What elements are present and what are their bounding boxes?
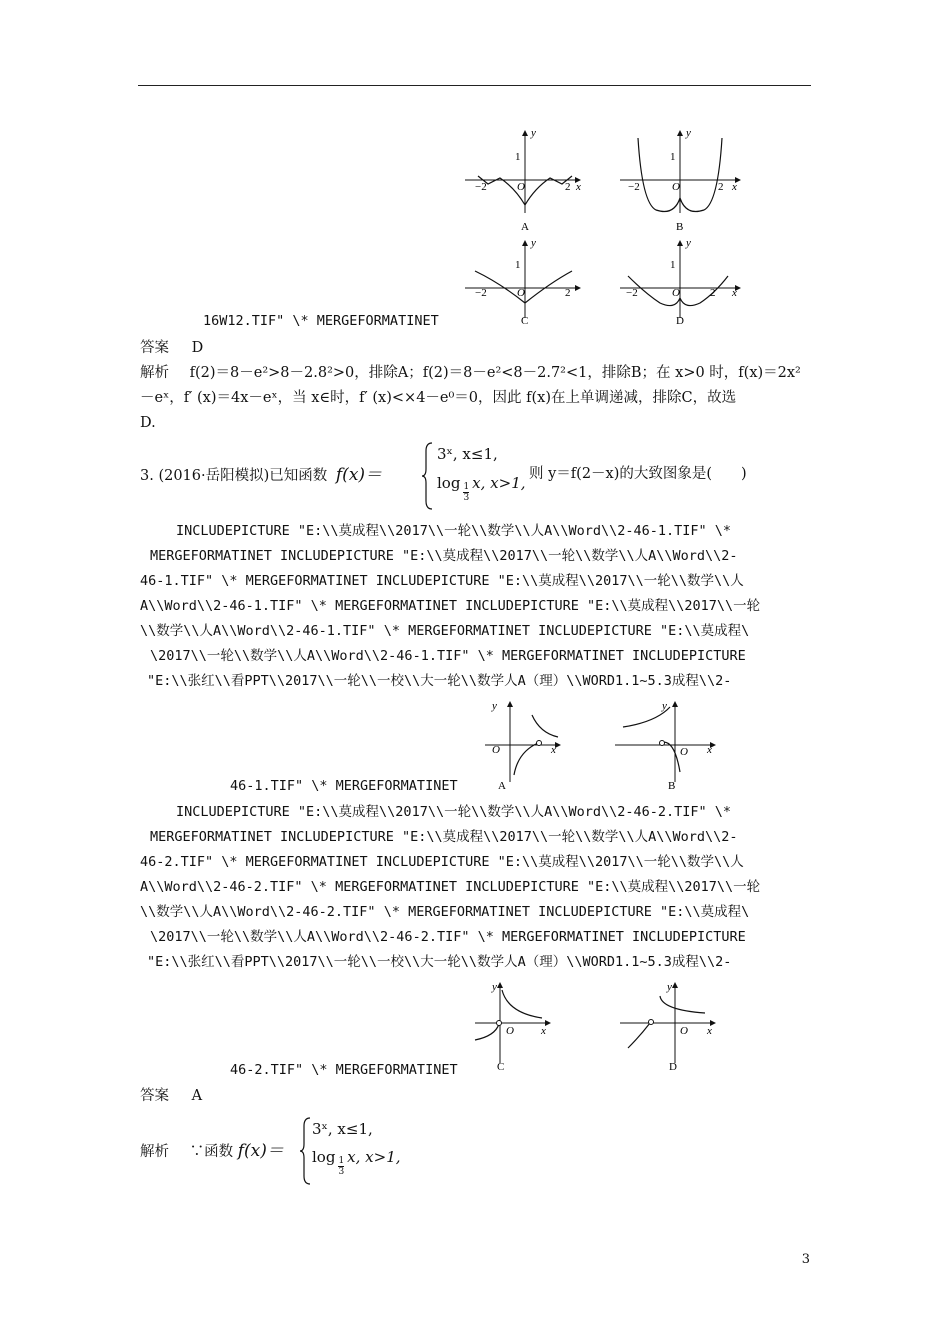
include1-line-7: "E:\\张红\\看PPT\\2017\\一轮\\一校\\大一轮\\数学人A（理）\\WORD1.1~5.3成程\\2-: [147, 673, 732, 689]
q3-explain-brace: [300, 1116, 312, 1186]
panel2-b: [615, 700, 715, 792]
q3-log-base-den: 3: [463, 493, 470, 503]
panel2-c-origin: O: [506, 1025, 514, 1037]
include2-tail: 46-2.TIF" \* MERGEFORMATINET: [230, 1062, 458, 1078]
panel-a-origin: O: [517, 181, 525, 193]
panel2-b-y: y: [662, 700, 667, 712]
q2-explain-text-1: f(2)＝8－e²>8－2.8²>0，排除A；f(2)＝8－e²<8－2.7²<1，排除B；在 x>0 时，f(x)＝2x²: [189, 365, 801, 381]
panel-b-ytick: 1: [670, 151, 676, 163]
include1-line-2: MERGEFORMATINET INCLUDEPICTURE "E:\\莫成程\\2017\\一轮\\数学\\人A\\Word\\2-: [150, 548, 738, 564]
q2-answer: [140, 341, 203, 356]
q3-explain-intro: ∵函数: [189, 1144, 234, 1160]
q3-explain-case2: [312, 1148, 401, 1177]
q3-explain-label: 解析: [140, 1144, 169, 1160]
panel-c: [465, 237, 580, 327]
include2-line-6: \2017\\一轮\\数学\\人A\\Word\\2-46-2.TIF" \* MERGEFORMATINET INCLUDEPICTURE: [150, 929, 746, 945]
q3-answer: [140, 1089, 202, 1104]
panel-a-label: A: [521, 221, 529, 233]
panel2-d-y: y: [667, 981, 672, 993]
panel-b-xneg: −2: [628, 181, 640, 193]
panel-b-origin: O: [672, 181, 680, 193]
q3-explain-log-base-den: 3: [338, 1167, 345, 1177]
include2-line-7: "E:\\张红\\看PPT\\2017\\一轮\\一校\\大一轮\\数学人A（理）\\WORD1.1~5.3成程\\2-: [147, 954, 732, 970]
panel-b-label: B: [676, 221, 684, 233]
panel2-c: [475, 981, 550, 1073]
panel-d-label: D: [676, 315, 684, 327]
panel2-a-origin: O: [492, 744, 500, 756]
panel2-c-label: C: [497, 1061, 505, 1073]
include2-line-3: 46-2.TIF" \* MERGEFORMATINET INCLUDEPICTURE "E:\\莫成程\\2017\\一轮\\数学\\人: [140, 854, 744, 870]
panel-b-y: y: [686, 128, 691, 139]
q2-answer-label: 答案: [140, 340, 169, 356]
q3-explain-log-base: [338, 1156, 344, 1177]
panel-a-ytick: 1: [515, 151, 521, 163]
panel2-d-x: x: [707, 1025, 712, 1037]
include2-line-1: INCLUDEPICTURE "E:\\莫成程\\2017\\一轮\\数学\\人A\\Word\\2-46-2.TIF" \*: [176, 804, 732, 820]
panel2-b-label: B: [668, 780, 676, 792]
figure-2cd-svg: [470, 978, 730, 1078]
q3-explain-log-base-num: 1: [338, 1156, 345, 1166]
q3-explain-fx: f(x)＝: [237, 1141, 284, 1161]
figure-1: [460, 128, 760, 332]
panel-d-origin: O: [672, 287, 680, 299]
q2-explain-1: [140, 366, 801, 381]
panel-c-xpos: 2: [565, 287, 571, 299]
panel-c-ytick: 1: [515, 259, 521, 271]
panel-d-y: y: [686, 237, 691, 249]
include1-line-6: \2017\\一轮\\数学\\人A\\Word\\2-46-1.TIF" \* MERGEFORMATINET INCLUDEPICTURE: [150, 648, 746, 664]
q3-explain-log: log: [312, 1148, 336, 1166]
figure-1-caption: 16W12.TIF" \* MERGEFORMATINET: [203, 313, 439, 329]
q3-explain-case1: 3ˣ, x≤1,: [312, 1120, 373, 1138]
include1-line-3: 46-1.TIF" \* MERGEFORMATINET INCLUDEPICTURE "E:\\莫成程\\2017\\一轮\\数学\\人: [140, 573, 744, 589]
include2-line-4: A\\Word\\2-46-2.TIF" \* MERGEFORMATINET INCLUDEPICTURE "E:\\莫成程\\2017\\一轮: [140, 879, 761, 895]
panel-a-y: y: [531, 128, 536, 139]
panel2-d-label: D: [669, 1061, 677, 1073]
q3-log-base-num: 1: [463, 482, 470, 492]
include1-line-1: INCLUDEPICTURE "E:\\莫成程\\2017\\一轮\\数学\\人A\\Word\\2-46-1.TIF" \*: [176, 523, 732, 539]
panel-a-x: x: [576, 181, 581, 193]
panel2-c-y: y: [492, 981, 497, 993]
panel-a-xneg: −2: [475, 181, 487, 193]
panel2-d-origin: O: [680, 1025, 688, 1037]
panel-b-xpos: 2: [718, 181, 724, 193]
q3-brace: [422, 441, 434, 511]
panel-d-x: x: [732, 287, 737, 299]
q3-tail: 则 y＝f(2－x)的大致图象是( ): [529, 466, 747, 482]
figure-1-svg: [460, 128, 760, 328]
page-number: 3: [801, 1252, 810, 1267]
panel-d-xneg: −2: [626, 287, 638, 299]
q3-log-base: [463, 482, 469, 503]
panel2-b-origin: O: [680, 746, 688, 758]
q2-answer-value: D: [191, 340, 204, 356]
panel-b-x: x: [732, 181, 737, 193]
q3-answer-label: 答案: [140, 1088, 169, 1104]
figure-2ab: [480, 697, 730, 801]
panel-d-ytick: 1: [670, 259, 676, 271]
q3-explain: [140, 1143, 284, 1160]
q3-log: log: [437, 474, 461, 492]
q3-case1: 3ˣ, x≤1,: [437, 445, 498, 463]
panel-c-xneg: −2: [475, 287, 487, 299]
q2-explain-3: D.: [140, 415, 156, 431]
q3-number: 3.: [140, 468, 154, 484]
q2-explain-label: 解析: [140, 365, 169, 381]
panel-a-xpos: 2: [565, 181, 571, 193]
include2-line-5: \\数学\\人A\\Word\\2-46-2.TIF" \* MERGEFORMATINET INCLUDEPICTURE "E:\\莫成程\: [140, 904, 750, 920]
q3-case2: [437, 474, 526, 503]
figure-2ab-svg: [480, 697, 730, 797]
panel2-c-x: x: [541, 1025, 546, 1037]
include1-tail: 46-1.TIF" \* MERGEFORMATINET: [230, 778, 458, 794]
panel2-a-y: y: [492, 700, 497, 712]
q3-case2-rest: x, x>1,: [472, 474, 526, 492]
panel2-a-label: A: [498, 780, 506, 792]
include1-line-4: A\\Word\\2-46-1.TIF" \* MERGEFORMATINET INCLUDEPICTURE "E:\\莫成程\\2017\\一轮: [140, 598, 761, 614]
panel2-d: [620, 981, 715, 1073]
panel2-a: [485, 700, 560, 792]
panel2-a-x: x: [551, 744, 556, 756]
panel-a: [465, 128, 581, 233]
panel-c-y: y: [531, 237, 536, 249]
q3-source: (2016·岳阳模拟)已知函数: [158, 468, 328, 484]
include1-line-5: \\数学\\人A\\Word\\2-46-1.TIF" \* MERGEFORMATINET INCLUDEPICTURE "E:\\莫成程\: [140, 623, 750, 639]
panel-d: [620, 237, 740, 327]
panel-c-label: C: [521, 315, 529, 327]
header-rule: [138, 85, 811, 86]
panel-c-origin: O: [517, 287, 525, 299]
panel2-b-x: x: [707, 744, 712, 756]
q2-explain-2: －eˣ，f′ (x)＝4x－eˣ，当 x∈时，f′ (x)<×4－e⁰＝0，因此 f(x)在上单调递减，排除C，故选: [140, 390, 737, 406]
q3-stem: [140, 467, 382, 484]
q3-fx: f(x)＝: [335, 465, 383, 485]
figure-2cd: [470, 978, 730, 1082]
panel-b: [620, 128, 740, 233]
panel-d-xpos: 2: [710, 287, 716, 299]
include2-line-2: MERGEFORMATINET INCLUDEPICTURE "E:\\莫成程\\2017\\一轮\\数学\\人A\\Word\\2-: [150, 829, 738, 845]
q3-answer-value: A: [191, 1088, 203, 1104]
q3-explain-case2-rest: x, x>1,: [347, 1148, 401, 1166]
